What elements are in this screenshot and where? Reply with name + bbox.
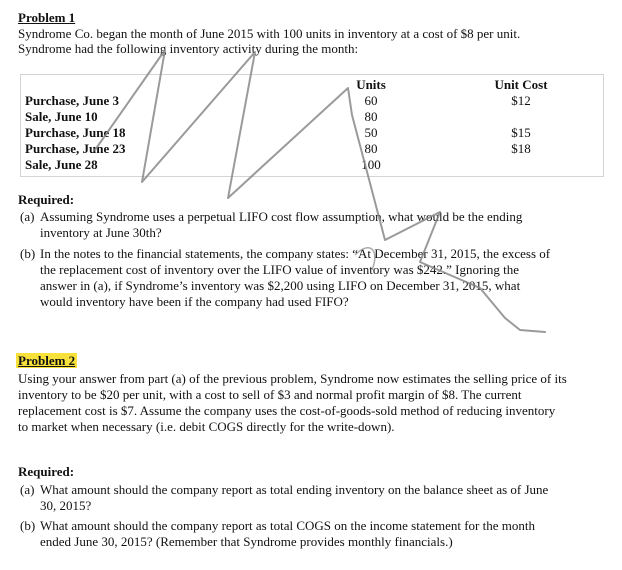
item-marker: (a) [20, 482, 35, 497]
problem-2-item-b [20, 518, 602, 550]
item-line: ended June 30, 2015? (Remember that Syndrome provides monthly financials.) [40, 534, 453, 549]
item-marker: (a) [20, 209, 35, 224]
problem-1-required-heading: Required: [18, 192, 75, 207]
paragraph-line: replacement cost is $7. Assume the company uses the cost-of-goods-sold method of reducing inventory [18, 403, 556, 418]
inventory-activity-table [20, 74, 604, 177]
row-label: Sale, June 10 [25, 109, 98, 124]
problem-2-required-heading: Required: [18, 464, 75, 479]
item-line: would inventory have been if the company had used FIFO? [40, 294, 349, 309]
row-units: 100 [361, 157, 381, 172]
problem-1-intro-line-2: Syndrome had the following inventory activity during the month: [18, 41, 359, 56]
paragraph-line: to market when necessary (i.e. debit COGS directly for the write-down). [18, 419, 395, 434]
problem-1-title: Problem 1 [18, 10, 76, 25]
row-label: Sale, June 28 [25, 157, 98, 172]
item-line: What amount should the company report as total ending inventory on the balance sheet as of June [40, 482, 549, 497]
problem-2-title [18, 353, 77, 369]
problem-2-paragraph [18, 371, 608, 435]
item-line: the replacement cost of inventory over the LIFO value of inventory was $242.” Ignoring the [40, 262, 520, 277]
unit-cost-header: Unit Cost [494, 77, 548, 92]
problem-1-item-b [20, 246, 602, 310]
problem-1-intro-line-1: Syndrome Co. began the month of June 2015 with 100 units in inventory at a cost of $8 per unit. [18, 26, 521, 41]
row-units: 80 [364, 109, 378, 124]
row-units: 80 [364, 141, 378, 156]
item-line: What amount should the company report as total COGS on the income statement for the month [40, 518, 535, 533]
item-line [40, 225, 602, 241]
row-label: Purchase, June 23 [25, 141, 126, 156]
row-cost: $18 [511, 141, 531, 156]
row-units: 60 [364, 93, 378, 108]
paragraph-line: inventory to be $20 per unit, with a cost to sell of $3 and normal profit margin of $8. The current [18, 387, 522, 402]
item-line: Assuming Syndrome uses a perpetual LIFO cost flow assumption, what would be the ending [40, 209, 523, 224]
item-line: 30, 2015? [40, 498, 92, 513]
units-header: Units [356, 77, 386, 92]
item-line: In the notes to the financial statements, the company states: “At December 31, 2015, the excess of [40, 246, 551, 261]
item-marker: (b) [20, 518, 36, 533]
row-label: Purchase, June 3 [25, 93, 120, 108]
paragraph-line: Using your answer from part (a) of the previous problem, Syndrome now estimates the selling price of its [18, 371, 567, 386]
item-line-text: inventory at June 30th? [40, 225, 162, 240]
item-marker: (b) [20, 246, 36, 261]
problem-1-item-a [20, 209, 602, 241]
item-line: answer in (a), if Syndrome’s inventory was $2,200 using LIFO on December 31, 2015, what [40, 278, 521, 293]
row-units: 50 [364, 125, 378, 140]
problem-2-title-highlight: Problem 2 [18, 353, 76, 368]
problem-2-item-a [20, 482, 602, 514]
row-cost: $12 [511, 93, 531, 108]
row-label: Purchase, June 18 [25, 125, 126, 140]
row-cost: $15 [511, 125, 531, 140]
